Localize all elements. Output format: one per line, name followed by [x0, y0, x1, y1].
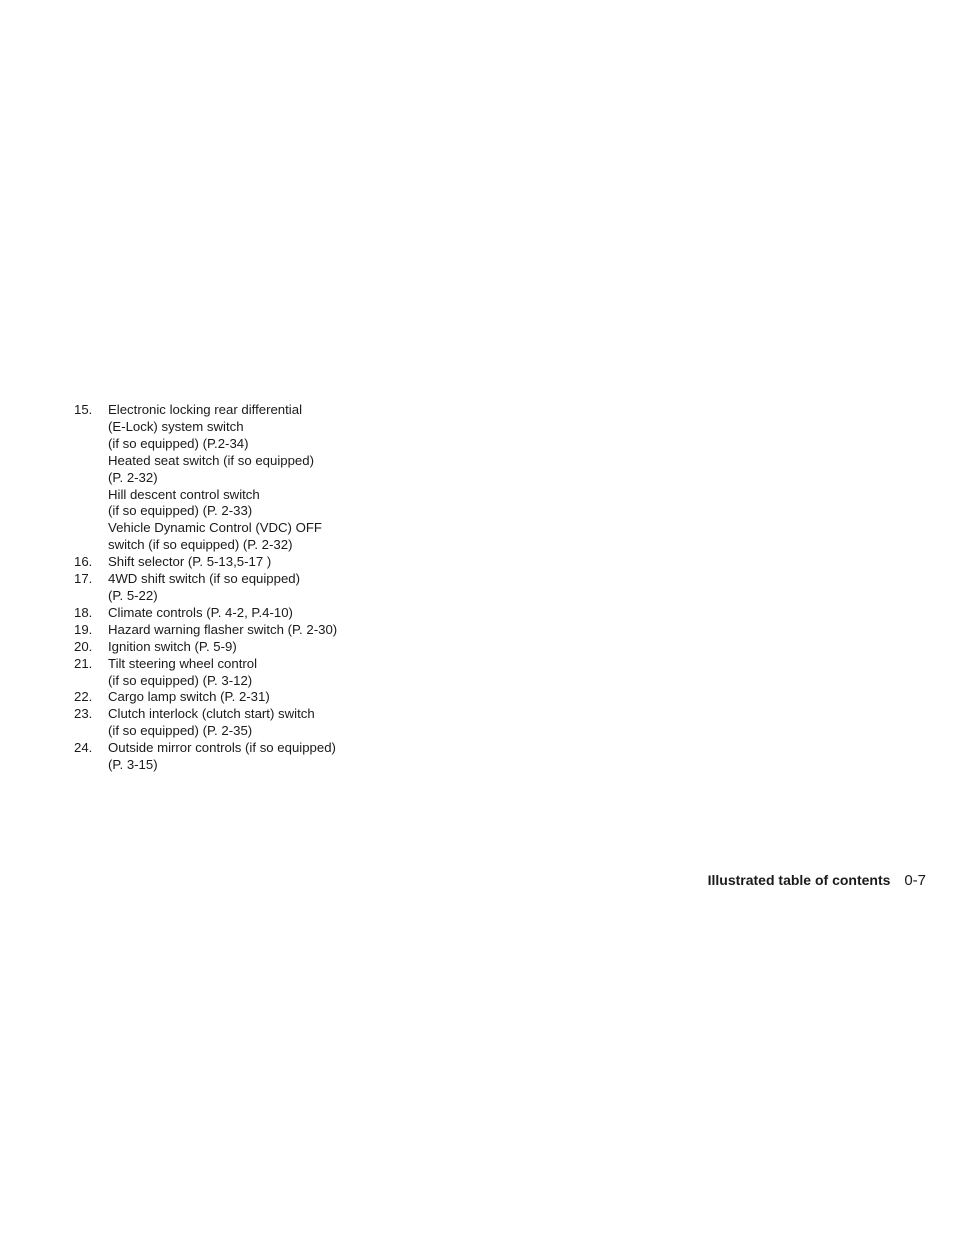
toc-item-line: Hazard warning flasher switch (P. 2-30): [108, 621, 338, 637]
toc-item-line: Ignition switch (P. 5-9): [108, 638, 237, 654]
toc-item-line: 4WD shift switch (if so equipped): [108, 571, 301, 587]
toc-item-line: Cargo lamp switch (P. 2-31): [108, 689, 270, 705]
toc-item-line: Shift selector (P. 5-13,5-17 ): [108, 554, 272, 570]
toc-item-text: [108, 656, 394, 690]
toc-item-19: [74, 622, 394, 639]
toc-item-line: Clutch interlock (clutch start) switch: [108, 706, 315, 722]
toc-item-line: (if so equipped) (P. 2-35): [108, 723, 253, 739]
toc-item-number: 23.: [74, 706, 93, 722]
toc-item-number: 21.: [74, 655, 93, 671]
toc-item-number: 18.: [74, 604, 93, 620]
toc-item-text: [108, 706, 394, 740]
toc-item-line: Electronic locking rear differential: [108, 402, 303, 417]
toc-item-22: [74, 689, 394, 706]
toc-item-number: 24.: [74, 740, 93, 756]
toc-item-21: [74, 656, 394, 690]
toc-item-line: switch (if so equipped) (P. 2-32): [108, 537, 293, 553]
toc-item-number: 16.: [74, 554, 93, 570]
toc-item-line: (P. 2-32): [108, 469, 158, 485]
toc-item-text: [108, 402, 394, 554]
toc-item-text: [108, 554, 394, 571]
toc-item-line: (E-Lock) system switch: [108, 418, 244, 434]
toc-item-line: Hill descent control switch: [108, 486, 260, 502]
toc-item-text: [108, 639, 394, 656]
toc-item-line: Tilt steering wheel control: [108, 655, 258, 671]
toc-item-16: [74, 554, 394, 571]
toc-item-24: [74, 740, 394, 774]
toc-item-line: Heated seat switch (if so equipped): [108, 452, 314, 468]
toc-item-line: (if so equipped) (P.2-34): [108, 435, 249, 451]
toc-item-number: 15.: [74, 402, 93, 417]
toc-item-text: [108, 740, 394, 774]
toc-item-15: [74, 402, 394, 554]
toc-list: [74, 402, 394, 774]
toc-item-text: [108, 571, 394, 605]
toc-item-23: [74, 706, 394, 740]
toc-item-line: (P. 3-15): [108, 757, 158, 773]
toc-item-20: [74, 639, 394, 656]
footer-page-number: 0-7: [904, 872, 926, 889]
toc-item-line: Outside mirror controls (if so equipped): [108, 740, 336, 756]
toc-item-text: [108, 605, 394, 622]
toc-item-number: 17.: [74, 571, 93, 587]
toc-item-line: (if so equipped) (P. 3-12): [108, 672, 253, 688]
toc-item-number: 22.: [74, 689, 93, 705]
page-footer: [708, 871, 926, 890]
toc-item-number: 20.: [74, 638, 93, 654]
toc-item-line: Vehicle Dynamic Control (VDC) OFF: [108, 520, 322, 536]
toc-item-number: 19.: [74, 621, 93, 637]
toc-item-text: [108, 689, 394, 706]
toc-item-text: [108, 622, 394, 639]
footer-section-title: Illustrated table of contents: [707, 872, 891, 888]
toc-item-line: (if so equipped) (P. 2-33): [108, 503, 253, 519]
toc-item-18: [74, 605, 394, 622]
toc-item-line: Climate controls (P. 4-2, P.4-10): [108, 604, 293, 620]
toc-item-line: (P. 5-22): [108, 587, 158, 603]
toc-item-17: [74, 571, 394, 605]
